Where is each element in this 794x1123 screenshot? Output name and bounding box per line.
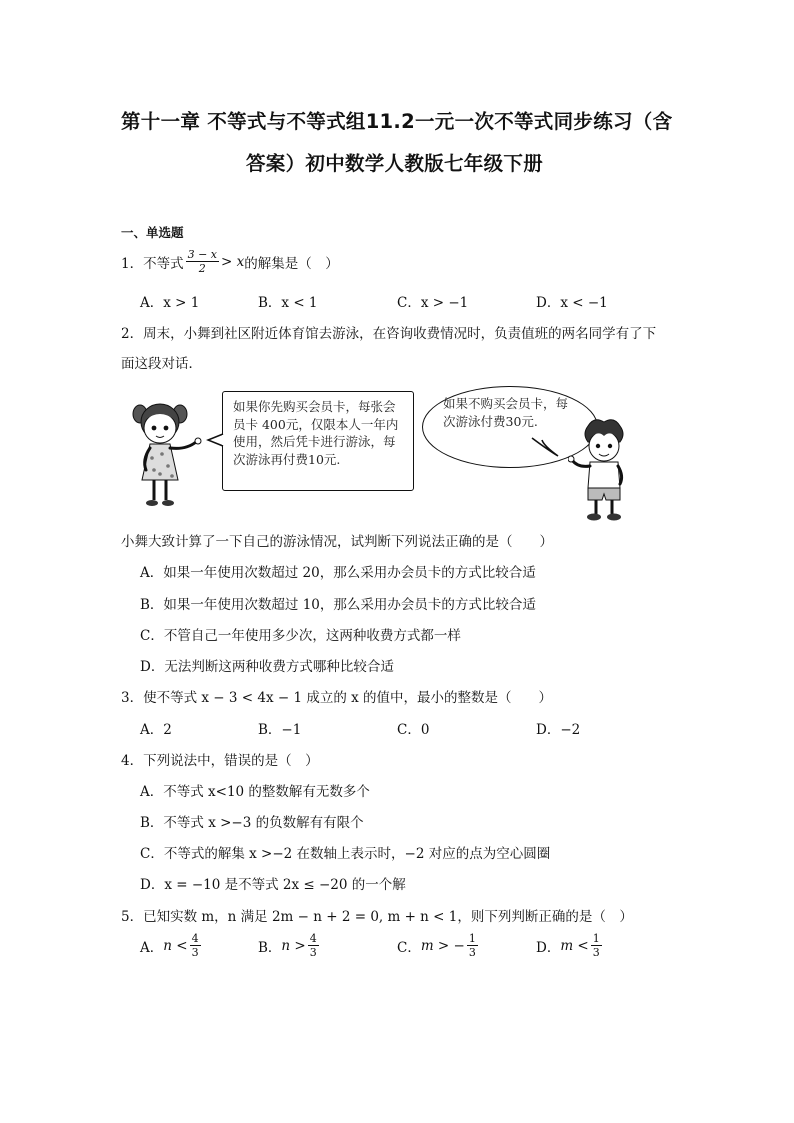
fraction-denominator: 3 [191,946,199,959]
question-2-line1: 周末，小舞到社区附近体育馆去游泳，在咨询收费情况时，负责值班的两名同学有了下 [143,326,657,342]
option-lhs: n > [281,937,306,954]
girl-cartoon-illustration [130,400,210,512]
fraction-denominator: 3 [468,946,476,959]
fraction-denominator: 3 [592,946,600,959]
fraction [467,932,478,959]
q2-option-b: B．如果一年使用次数超过 10，那么采用办会员卡的方式比较合适 [140,597,536,613]
fraction [308,932,319,959]
speech-box-tail [206,432,224,448]
question-2-line2: 面这段对话． [121,356,202,372]
question-number: 1． [121,255,144,272]
option-label: A． [140,939,164,956]
question-number: 4． [121,753,144,769]
q1-option-d: D．x < −1 [536,295,608,311]
q2-option-a: A．如果一年使用次数超过 20，那么采用办会员卡的方式比较合适 [140,565,536,581]
question-4 [121,749,319,769]
question-5 [121,905,633,925]
question-5-text: 已知实数 m，n 满足 2m − n + 2 = 0, m + n < 1，则下列判断正确的是（ ） [143,909,633,925]
option-lhs: m > − [420,937,465,954]
q1-option-a: A．x > 1 [140,295,200,311]
question-1-prefix: 不等式 [143,255,184,272]
question-1-mid: > x [221,253,245,270]
q5-option-d [536,932,604,959]
page-title-line2: 答案）初中数学人教版七年级下册 [246,152,544,175]
q3-option-a: A．2 [140,722,172,738]
speech-box-left: 如果你先购买会员卡，每张会员卡 400元，仅限本人一年内使用，然后凭卡进行游泳，每次游泳再付费10元. [222,391,414,491]
option-label: D． [536,939,561,956]
option-lhs: m < [560,937,589,954]
fraction [186,248,219,275]
q5-option-b [258,932,321,959]
fraction-denominator: 2 [198,262,206,275]
fraction [591,932,602,959]
question-number: 5． [121,909,144,925]
page-title-line1: 第十一章 不等式与不等式组11.2一元一次不等式同步练习（含 [121,110,673,133]
q3-option-b: B．−1 [258,722,302,738]
section-heading: 一、单选题 [121,225,184,240]
q4-option-a: A．不等式 x<10 的整数解有无数多个 [140,784,370,800]
question-number: 2． [121,326,144,342]
option-lhs: n < [163,937,188,954]
q2-option-d: D．无法判断这两种收费方式哪种比较合适 [140,659,394,675]
fraction-numerator: 1 [592,932,600,945]
question-number: 3． [121,690,144,706]
q3-option-c: C．0 [397,722,430,738]
question-1-suffix: 的解集是（ ） [244,255,339,272]
question-2-prompt: 小舞大致计算了一下自己的游泳情况，试判断下列说法正确的是（ ） [121,534,553,550]
option-label: C． [397,939,421,956]
fraction-numerator: 4 [309,932,317,945]
q5-option-c [397,932,480,959]
q4-option-b: B．不等式 x >−3 的负数解有有限个 [140,815,364,831]
question-2 [121,322,656,342]
q3-option-d: D．−2 [536,722,581,738]
fraction-numerator: 4 [191,932,199,945]
q5-option-a [140,932,203,959]
question-4-text: 下列说法中，错误的是（ ） [143,753,319,769]
q2-option-c: C．不管自己一年使用多少次，这两种收费方式都一样 [140,628,461,644]
option-label: B． [258,939,282,956]
fraction-denominator: 3 [309,946,317,959]
q1-option-c: C．x > −1 [397,295,469,311]
fraction-numerator: 1 [468,932,476,945]
q4-option-d: D．x = −10 是不等式 2x ≤ −20 的一个解 [140,877,406,893]
question-1 [121,248,339,275]
fraction-numerator: 3 − x [187,248,218,261]
boy-cartoon-illustration [568,416,640,524]
question-3-text: 使不等式 x − 3 < 4x − 1 成立的 x 的值中，最小的整数是（ ） [143,690,553,706]
speech-bubble-right: 如果不购买会员卡，每次游泳付费30元. [422,386,598,468]
speech-bubble-tail [530,436,560,458]
question-3 [121,686,552,706]
fraction [190,932,201,959]
q4-option-c: C．不等式的解集 x >−2 在数轴上表示时，−2 对应的点为空心圆圈 [140,846,551,862]
q1-option-b: B．x < 1 [258,295,318,311]
